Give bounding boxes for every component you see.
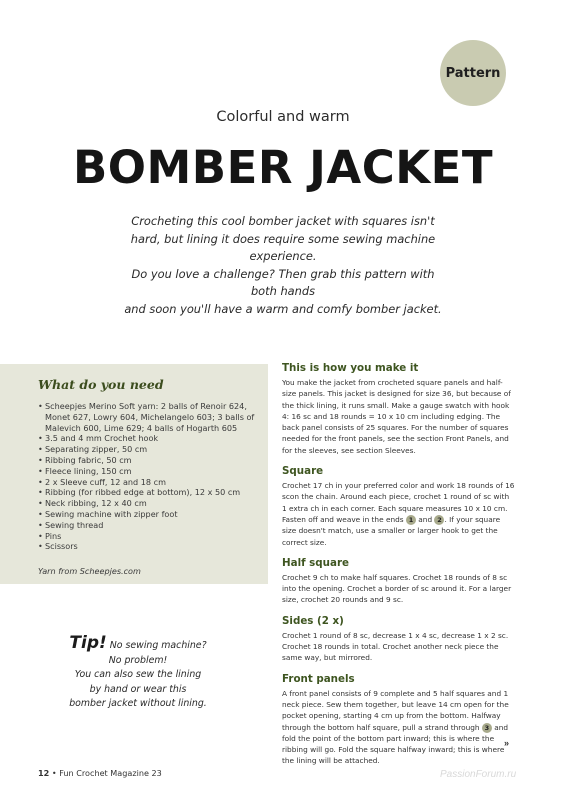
tip-box (56, 633, 220, 712)
step-number-badge: 3 (482, 723, 492, 733)
and-word: and (418, 514, 433, 524)
materials-item: • Sewing thread (38, 520, 266, 531)
pattern-badge: Pattern (440, 40, 506, 106)
step-number-badge: 1 (406, 515, 416, 525)
materials-item: • Pins (38, 531, 266, 542)
intro-line: hard, but lining it does require some sewing machine experience. (130, 231, 436, 263)
section-heading-half-square: Half square (282, 556, 350, 569)
materials-item: • Separating zipper, 50 cm (38, 444, 266, 455)
section-heading-how: This is how you make it (282, 362, 419, 374)
materials-item: • Ribbing fabric, 50 cm (38, 455, 266, 466)
section-heading-front-panels: Front panels (282, 672, 355, 685)
footer-bullet: • (51, 768, 57, 778)
continue-arrow-icon: » (504, 738, 510, 748)
page-number: 12 (38, 768, 50, 778)
materials-item: • Neck ribbing, 12 x 40 cm (38, 498, 266, 509)
instructions-column (282, 362, 515, 776)
materials-item: • Scheepjes Merino Soft yarn: 2 balls of Renoir 624, Monet 627, Lowry 604, Michelangelo 603; 3 balls of Malevich 600, Lime 629; 4 balls of Hogarth 605 (38, 401, 266, 433)
kicker: Colorful and warm (216, 109, 350, 125)
front-text-b: and fold the point of the bottom part inward; this is where the ribbing will go. Fold the square halfway inward; this is where the lining will be attached. (282, 722, 509, 766)
section-heading-square: Square (282, 465, 324, 478)
tip-line: by hand or wear this (89, 683, 187, 695)
materials-item: • Sewing machine with zipper foot (38, 509, 266, 520)
tip-heading (56, 633, 220, 654)
page-footer (38, 768, 162, 778)
intro-line: Crocheting this cool bomber jacket with squares isn't (131, 214, 435, 228)
intro-line: Do you love a challenge? Then grab this pattern with both hands (131, 266, 435, 298)
yarn-source: Yarn from Scheepjes.com (38, 566, 141, 576)
step-number-badge: 2 (434, 515, 444, 525)
section-text-sides: Crochet 1 round of 8 sc, decrease 1 x 4 sc, decrease 1 x 2 sc. Crochet 18 rounds in total. Crochet another neck piece the same way, but mirrored. (282, 630, 509, 663)
tip-line: No sewing machine? (109, 640, 207, 651)
materials-list (38, 401, 266, 552)
tip-word: Tip! (69, 633, 107, 653)
section-text-square (282, 480, 515, 548)
materials-item: • 2 x Sleeve cuff, 12 and 18 cm (38, 477, 266, 488)
section-text-front-panels (282, 688, 515, 767)
tip-line: No problem! (108, 654, 168, 666)
watermark: PassionForum.ru (440, 769, 517, 780)
section-text-how: You make the jacket from crocheted square panels and half-size panels. This jacket is designed for size 36, but because of the thick lining, it runs small. Make a gauge swatch with hook 4: 16 sc and 18 rounds = 10 x 10 cm including edging. The back panel consists of 25 squares. For the number of squares needed for the front panels, see the section Front Panels, and for the sleeves, see section Sleeves. (282, 378, 511, 455)
page-title: BOMBER JACKET (72, 141, 494, 194)
section-text-half-square: Crochet 9 ch to make half squares. Crochet 18 rounds of 8 sc into the opening. Crochet a border of sc around it. For a larger size, crochet 20 rounds and 9 sc. (282, 572, 512, 605)
intro-line: and soon you'll have a warm and comfy bomber jacket. (124, 301, 442, 316)
tip-line: bomber jacket without lining. (69, 698, 207, 709)
materials-item: • Scissors (38, 541, 266, 552)
materials-item: • Ribbing (for ribbed edge at bottom), 12 x 50 cm (38, 487, 266, 498)
section-heading-sides: Sides (2 x) (282, 614, 344, 627)
intro-text (118, 213, 448, 318)
materials-title: What do you need (38, 377, 164, 392)
square-text-b: . If your square size doesn't match, use a smaller or larger hook to get the correct size. (282, 514, 501, 547)
magazine-name: Fun Crochet Magazine 23 (59, 768, 162, 778)
front-text-a: A front panel consists of 9 complete and 5 half squares and 1 neck piece. Sew them together, but leave 14 cm open for the pocket opening, starting 4 cm up from the bottom. Halfway through the bottom half square, pull a strand through (282, 688, 509, 732)
materials-item: • 3.5 and 4 mm Crochet hook (38, 433, 266, 444)
square-text-a: Crochet 17 ch in your preferred color and work 18 rounds of 16 scon the chain. Around each piece, crochet 1 round of sc with 1 extra ch in each corner. Each square measures 10 x 10 cm. Fasten off and weave in the ends (282, 481, 515, 524)
tip-line: You can also sew the lining (74, 669, 202, 680)
materials-item: • Fleece lining, 150 cm (38, 466, 266, 477)
